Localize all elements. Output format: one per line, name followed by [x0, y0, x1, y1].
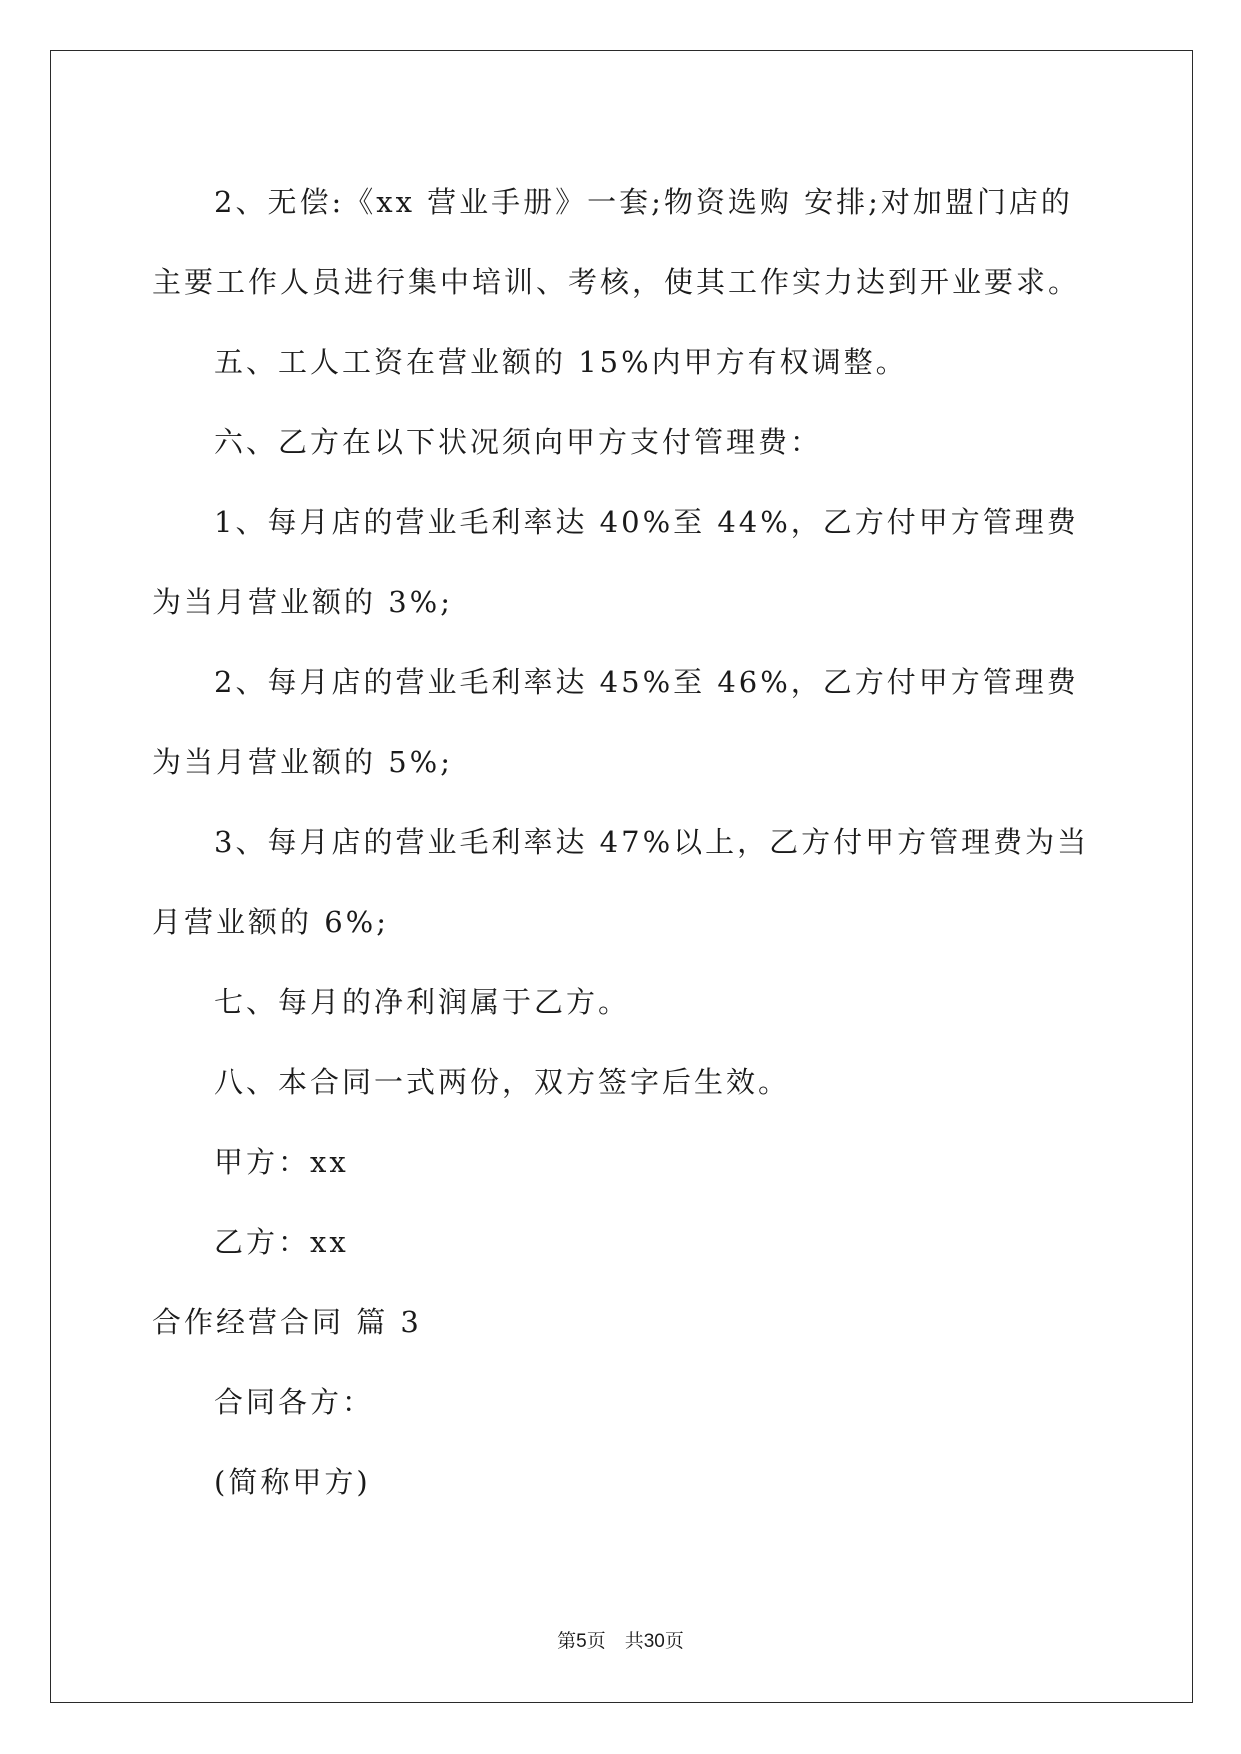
- paragraph-fee-tier-1: 1、每月店的营业毛利率达 40%至 44%，乙方付甲方管理费为当月营业额的 3%;: [152, 505, 1079, 619]
- paragraph-clause-8-copies: 八、本合同一式两份，双方签字后生效。: [214, 1065, 791, 1099]
- paragraph-clause-7-profit: 七、每月的净利润属于乙方。: [214, 985, 631, 1019]
- paragraph-party-a-short: (简称甲方): [214, 1465, 371, 1499]
- section-heading: 合作经营合同 篇 3: [152, 1305, 422, 1339]
- paragraph-contract-parties: 合同各方：: [214, 1385, 375, 1419]
- paragraph-fee-tier-3: 3、每月店的营业毛利率达 47%以上，乙方付甲方管理费为当月营业额的 6%;: [152, 825, 1090, 939]
- footer-suffix: 页: [664, 1630, 684, 1652]
- party-a-signature: 甲方：xx: [214, 1145, 349, 1179]
- footer-prefix: 第: [557, 1630, 577, 1652]
- paragraph-clause-6-fees: 六、乙方在以下状况须向甲方支付管理费：: [214, 425, 823, 459]
- paragraph-clause-5-wages: 五、工人工资在营业额的 15%内甲方有权调整。: [214, 345, 908, 379]
- paragraph-fee-tier-2: 2、每月店的营业毛利率达 45%至 46%，乙方付甲方管理费为当月营业额的 5%;: [152, 665, 1079, 779]
- footer-mid: 页 共: [586, 1630, 644, 1652]
- document-body: [152, 162, 1092, 1522]
- footer-total-pages: 30: [643, 1631, 665, 1652]
- page-footer: [0, 1626, 1241, 1653]
- footer-page-number: 5: [576, 1631, 587, 1652]
- party-b-signature: 乙方：xx: [214, 1225, 349, 1259]
- paragraph-free-supply: 2、无偿:《xx 营业手册》一套;物资选购 安排;对加盟门店的主要工作人员进行集中培训、考核，使其工作实力达到开业要求。: [152, 185, 1081, 299]
